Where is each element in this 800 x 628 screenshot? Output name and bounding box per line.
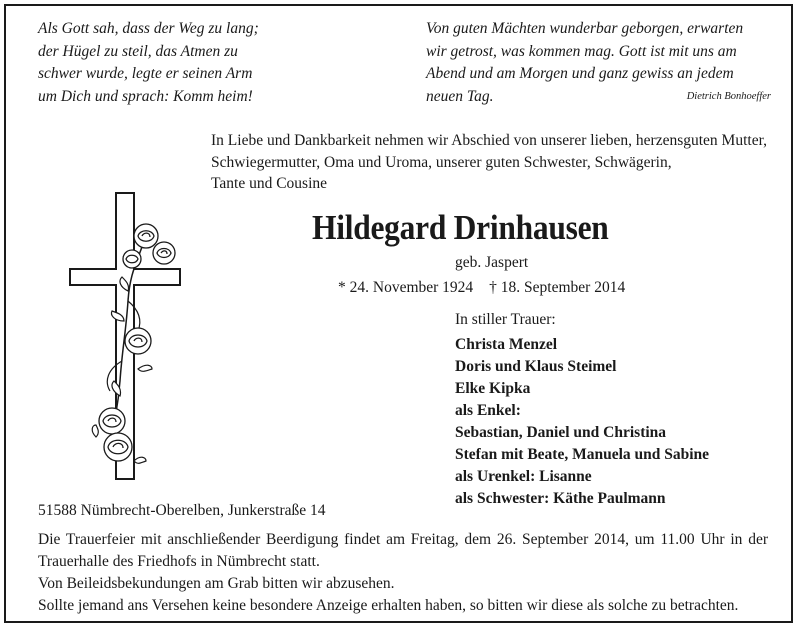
verse-line: um Dich und sprach: Komm heim! xyxy=(38,87,253,105)
mourners-list xyxy=(455,334,709,510)
birth-date: * 24. November 1924 xyxy=(338,279,474,296)
verse-line: Als Gott sah, dass der Weg zu lang; xyxy=(38,20,259,37)
list-item: Elke Kipka xyxy=(455,380,531,397)
verse-attribution: Dietrich Bonhoeffer xyxy=(686,90,771,102)
cross-with-roses-icon xyxy=(68,191,188,481)
verse-line: der Hügel zu steil, das Atmen zu xyxy=(38,42,238,60)
verse-right xyxy=(426,18,771,108)
verse-last-text: neuen Tag. xyxy=(426,87,494,105)
life-dates xyxy=(338,279,625,297)
verse-line: Von guten Mächten wunderbar geborgen, erwarten xyxy=(426,20,744,37)
verse-line: Abend und am Morgen und ganz gewiss an jedem xyxy=(426,65,734,82)
verse-left xyxy=(38,18,338,108)
notice-note: Sollte jemand ans Versehen keine besondere Anzeige erhalten haben, so bitten wir diese als solche zu betrachten. xyxy=(38,597,739,614)
list-item: als Urenkel: Lisanne xyxy=(455,468,592,485)
mourners-heading: In stiller Trauer: xyxy=(455,311,556,328)
maiden-name: geb. Jaspert xyxy=(455,254,529,271)
list-item: Christa Menzel xyxy=(455,336,558,353)
list-item: als Enkel: xyxy=(455,402,521,419)
service-info xyxy=(38,529,768,617)
intro-body: In Liebe und Dankbarkeit nehmen wir Abschied von unserer lieben, herzensguten Mutter, Schwiegermutter, Oma und Uroma, unserer guten Schwester, Schwägerin, xyxy=(211,132,767,171)
deceased-name: Hildegard Drinhausen xyxy=(312,208,609,247)
funeral-info: Die Trauerfeier mit anschließender Beerdigung findet am Freitag, dem 26. September 2014, um 11.00 Uhr in der Trauerhalle des Friedhofs in Nümbrecht statt. xyxy=(38,531,768,570)
address: 51588 Nümbrecht-Oberelben, Junkerstraße 14 xyxy=(38,502,326,519)
death-date: † 18. September 2014 xyxy=(489,279,626,296)
verse-line: schwer wurde, legte er seinen Arm xyxy=(38,65,253,82)
verse-line xyxy=(426,86,771,109)
condolences-note: Von Beileidsbekundungen am Grab bitten wir abzusehen. xyxy=(38,575,395,592)
list-item: als Schwester: Käthe Paulmann xyxy=(455,490,666,507)
intro-text xyxy=(211,130,767,195)
list-item: Doris und Klaus Steimel xyxy=(455,358,617,375)
list-item: Sebastian, Daniel und Christina xyxy=(455,424,667,441)
verse-line: wir getrost, was kommen mag. Gott ist mit uns am xyxy=(426,42,737,60)
intro-last-line: Tante und Cousine xyxy=(211,175,328,192)
list-item: Stefan mit Beate, Manuela und Sabine xyxy=(455,446,710,463)
obituary-notice xyxy=(4,4,793,623)
